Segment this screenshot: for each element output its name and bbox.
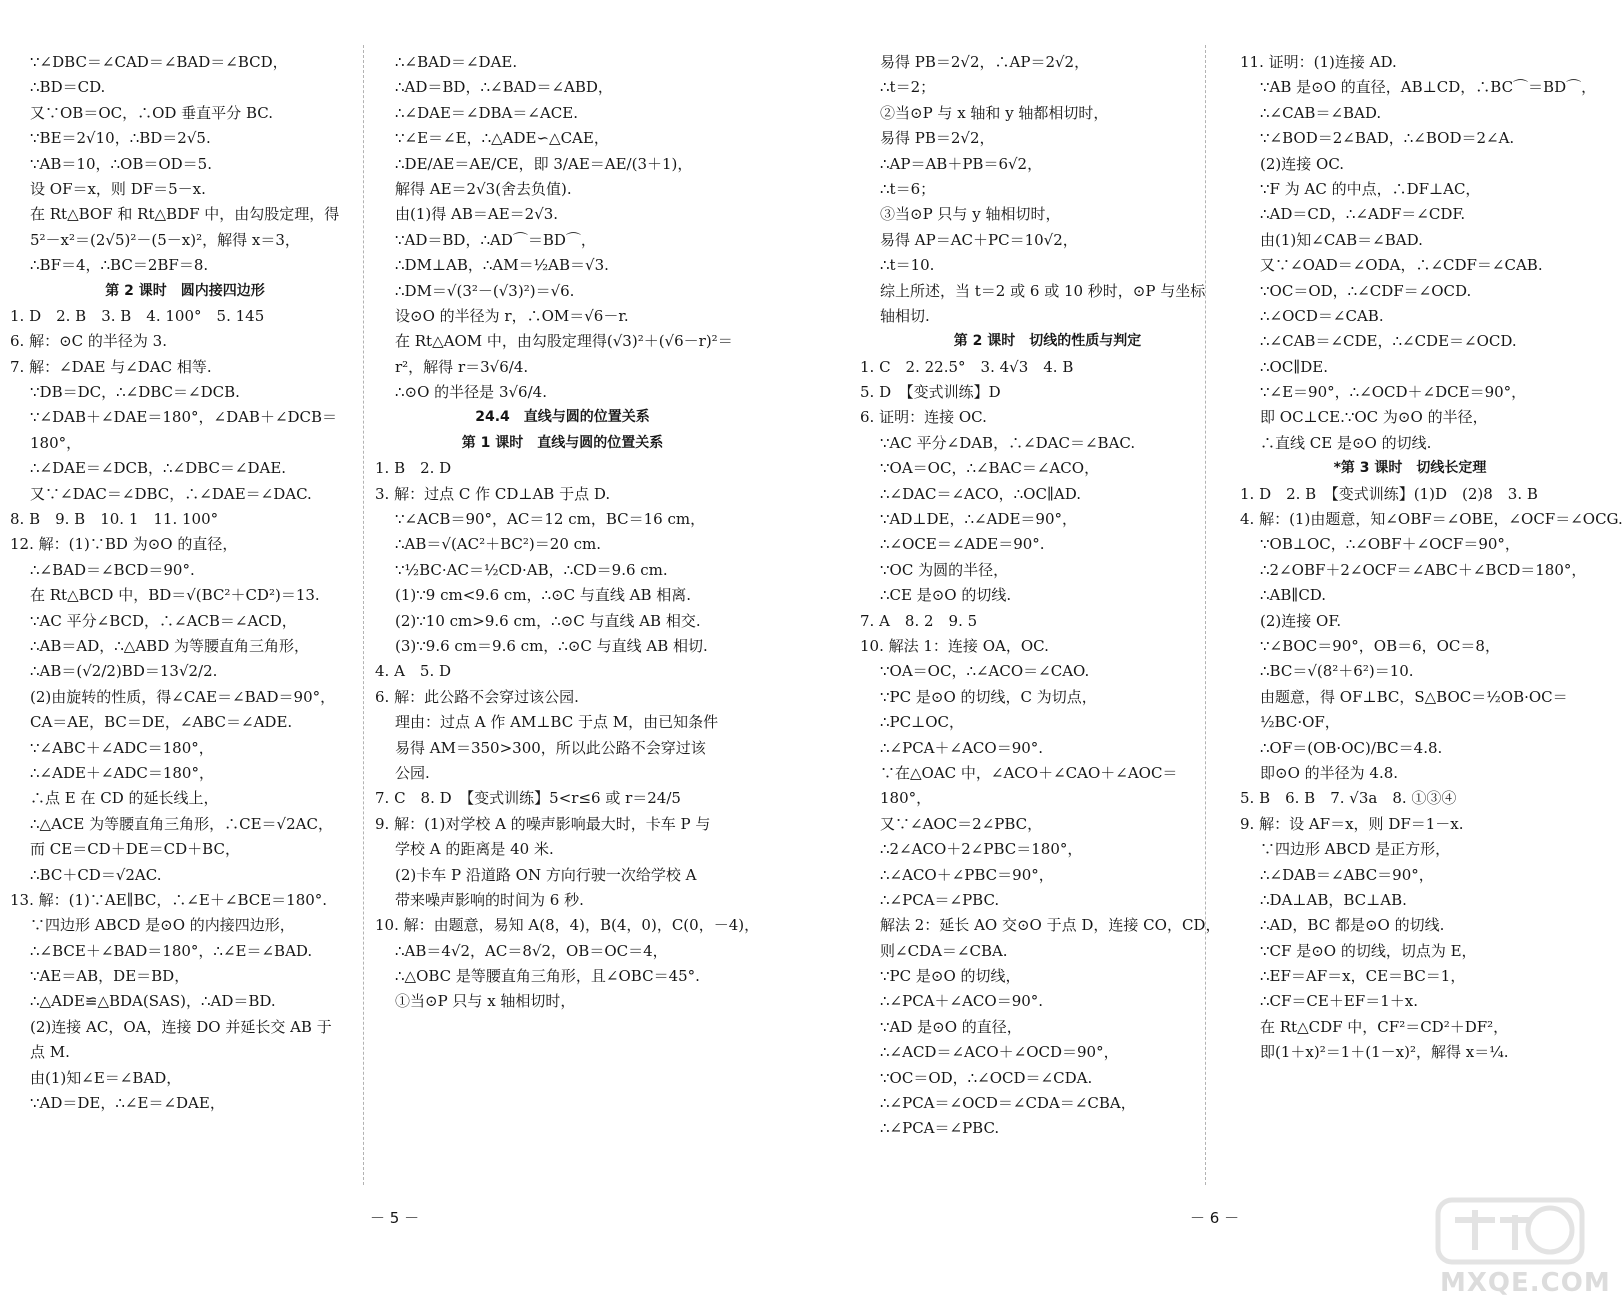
answer-line: ∵AD＝BD，∴AD⌒＝BD⌒， [395,230,596,249]
answer-line: 5²－x²＝(2√5)²－(5－x)²，解得 x＝3， [30,230,300,249]
answer-line: 理由：过点 A 作 AM⊥BC 于点 M，由已知条件 [395,713,719,732]
answer-line: 10. 解法 1：连接 OA，OC. [860,636,1049,655]
answer-line: 轴相切. [880,306,930,325]
answer-line: ∵∠ABC＋∠ADC＝180°， [30,738,214,757]
answer-line: 180°， [880,789,932,808]
answer-line: 公园. [395,763,430,782]
answer-line: 带来噪声影响的时间为 6 秒. [395,890,584,909]
answer-line: 11. 证明：(1)连接 AD. [1240,53,1397,71]
answer-line: ∴OF＝(OB·OC)/BC＝4.8. [1260,738,1443,757]
answer-line: 12. 解：(1)∵BD 为⊙O 的直径， [10,535,238,554]
answer-line: 学校 A 的距离是 40 米. [395,840,554,859]
section-heading: 第 2 课时 圆内接四边形 [105,282,265,299]
answer-line: 点 M. [30,1043,70,1062]
answer-line: ∴∠DAE＝∠DCB，∴∠DBC＝∠DAE. [30,459,287,478]
answer-line: ∵OC 为圆的半径， [880,560,1009,579]
answer-line: ∵四边形 ABCD 是正方形， [1260,840,1451,859]
answer-line: ∵∠BOC＝90°，OB＝6，OC＝8， [1260,636,1500,655]
answer-line: 9. 解：设 AF＝x，则 DF＝1－x. [1240,814,1464,833]
answer-line: ∴DE/AE＝AE/CE，即 3/AE＝AE/(3＋1)， [395,154,693,173]
answer-line: ∵AD⊥DE，∴∠ADE＝90°， [880,510,1077,529]
answer-line: 9. 解：(1)对学校 A 的噪声影响最大时，卡车 P 与 [375,814,711,833]
answer-line: ∴∠BAD＝∠BCD＝90°. [30,560,195,579]
answer-line: ∴DA⊥AB，BC⊥AB. [1260,890,1407,909]
answer-line: 易得 PB＝2√2， [880,129,995,148]
section-heading: 第 1 课时 直线与圆的位置关系 [461,434,664,451]
answer-column-3 [860,50,1235,1200]
answer-line: (2)由旋转的性质，得∠CAE＝∠BAD＝90°， [30,687,336,706]
answer-line: ∵∠DBC＝∠CAD＝∠BAD＝∠BCD， [30,53,288,71]
answer-line: ∵BE＝2√10，∴BD＝2√5. [30,129,211,148]
answer-column-1 [10,50,360,1200]
answer-line: (1)∵9 cm<9.6 cm，∴⊙C 与直线 AB 相离. [395,586,692,605]
answer-line: ∵AD＝DE，∴∠E＝∠DAE， [30,1094,225,1113]
answer-line: ∴⊙O 的半径是 3√6/4. [395,383,547,402]
answer-line: ∵AB＝10，∴OB＝OD＝5. [30,154,212,173]
answer-line: 180°， [30,433,82,452]
answer-line: ∴∠ADE＋∠ADC＝180°， [30,763,214,782]
answer-line: 8. B 9. B 10. 1 11. 100° [10,510,219,529]
answer-line: ∴AD，BC 都是⊙O 的切线. [1260,916,1445,935]
answer-line: ②当⊙P 与 x 轴和 y 轴都相切时， [880,103,1109,122]
watermark-text: MXQE.COM [1440,1268,1611,1298]
answer-line: ∴∠ACD＝∠ACO＋∠OCD＝90°， [880,1043,1119,1062]
page-number-right: － 6 － [1190,1209,1240,1227]
answer-line: ∵AE＝AB，DE＝BD， [30,967,190,986]
answer-line: ∴2∠OBF＋2∠OCF＝∠ABC＋∠BCD＝180°， [1260,560,1587,579]
answer-line: 由(1)得 AB＝AE＝2√3. [395,205,559,224]
answer-line: (2)连接 OC. [1260,154,1345,173]
answer-line: ∴∠PCA＝∠OCD＝∠CDA＝∠CBA， [880,1094,1136,1113]
answer-line: 13. 解：(1)∵AE∥BC，∴∠E＋∠BCE＝180°. [10,890,328,909]
answer-line: ∵PC 是⊙O 的切线， [880,967,1021,986]
answer-line: 6. 解：⊙C 的半径为 3. [10,332,167,351]
answer-line: 综上所述，当 t＝2 或 6 或 10 秒时，⊙P 与坐标 [880,281,1206,300]
answer-line: ∴PC⊥OC， [880,713,964,732]
answer-line: ∴∠BCE＋∠BAD＝180°，∴∠E＝∠BAD. [30,941,313,960]
answer-line: 由(1)知∠CAB＝∠BAD. [1260,230,1423,249]
answer-line: 10. 解：由题意，易知 A(8，4)，B(4，0)，C(0，－4)， [375,916,760,935]
answer-line: ①当⊙P 只与 x 轴相切时， [395,992,576,1011]
answer-line: 7. A 8. 2 9. 5 [860,611,978,630]
answer-line: ∵AD 是⊙O 的直径， [880,1017,1022,1036]
answer-line: ∵∠E＝∠E，∴△ADE∽△CAE， [395,129,609,148]
answer-line: 4. 解：(1)由题意，知∠OBF＝∠OBE，∠OCF＝∠OCG. [1240,510,1623,529]
answer-line: ∴t＝6； [880,179,936,198]
answer-line: 由(1)知∠E＝∠BAD， [30,1068,182,1087]
answer-line: ∴AD＝CD，∴∠ADF＝∠CDF. [1260,205,1466,224]
answer-line: ∵∠E＝90°，∴∠OCD＋∠DCE＝90°， [1260,383,1527,402]
answer-line: (2)连接 AC，OA，连接 DO 并延长交 AB 于 [30,1017,332,1036]
answer-line: ∴EF＝AF＝x，CE＝BC＝1， [1260,967,1466,986]
answer-line: ∴∠PCA＋∠ACO＝90°. [880,738,1044,757]
answer-line: ∴∠DAE＝∠DBA＝∠ACE. [395,103,578,122]
answer-line: ∵CF 是⊙O 的切线，切点为 E， [1260,941,1477,960]
answer-line: ∵OC＝OD，∴∠OCD＝∠CDA. [880,1068,1093,1087]
answer-line: 7. 解：∠DAE 与∠DAC 相等. [10,357,212,376]
answer-line: 即⊙O 的半径为 4.8. [1260,763,1399,782]
answer-line: 4. A 5. D [375,662,452,681]
answer-line: ∴DM＝√(3²－(√3)²)＝√6. [395,281,575,300]
answer-line: ∴∠PCA＝∠PBC. [880,890,1000,909]
answer-line: 则∠CDA＝∠CBA. [880,941,1008,960]
answer-line: ∴AP＝AB＋PB＝6√2， [880,154,1043,173]
answer-line: ∴BD＝CD. [30,78,106,97]
answer-line: ∵∠DAB＋∠DAE＝180°，∠DAB＋∠DCB＝ [30,408,338,427]
answer-line: 易得 PB＝2√2，∴AP＝2√2， [880,53,1090,71]
answer-line: ∴AB＝AD，∴△ABD 为等腰直角三角形， [30,636,309,655]
answer-line: 1. C 2. 22.5° 3. 4√3 4. B [860,357,1074,376]
answer-line: ∴BC＝√(8²＋6²)＝10. [1260,662,1414,681]
answer-line: 在 Rt△CDF 中，CF²＝CD²＋DF²， [1260,1017,1509,1036]
answer-line: 1. D 2. B 3. B 4. 100° 5. 145 [10,306,265,325]
answer-line: 又∵∠OAD＝∠ODA，∴∠CDF＝∠CAB. [1260,256,1543,275]
section-heading: *第 3 课时 切线长定理 [1333,460,1487,477]
answer-line: 又∵∠AOC＝2∠PBC， [880,814,1043,833]
answer-line: ∴DM⊥AB，∴AM＝½AB＝√3. [395,256,609,275]
answer-line: ∴∠OCD＝∠CAB. [1260,306,1384,325]
answer-line: ∴△ADE≌△BDA(SAS)，∴AD＝BD. [30,992,276,1011]
answer-line: ∴BF＝4，∴BC＝2BF＝8. [30,256,209,275]
answer-line: 1. B 2. D [375,459,452,478]
answer-line: 在 Rt△BOF 和 Rt△BDF 中，由勾股定理，得 [30,205,340,224]
answer-line: ∵四边形 ABCD 是⊙O 的内接四边形， [30,916,295,935]
answer-line: 解得 AE＝2√3(舍去负值). [395,179,572,198]
answer-line: ∴OC∥DE. [1260,357,1328,376]
answer-line: (2)卡车 P 沿道路 ON 方向行驶一次给学校 A [395,865,697,884]
answer-line: 解法 2：延长 AO 交⊙O 于点 D，连接 CO，CD， [880,916,1221,935]
answer-line: ∴t＝10. [880,256,935,275]
answer-line: ∴AD＝BD，∴∠BAD＝∠ABD， [395,78,613,97]
answer-line: ③当⊙P 只与 y 轴相切时， [880,205,1061,224]
answer-line: (2)∵10 cm>9.6 cm，∴⊙C 与直线 AB 相交. [395,611,701,630]
answer-line: ∵OA＝OC，∴∠BAC＝∠ACO， [880,459,1100,478]
answer-line: ∴t＝2； [880,78,936,97]
answer-line: ∵AC 平分∠DAB，∴∠DAC＝∠BAC. [880,433,1136,452]
answer-line: 6. 解：此公路不会穿过该公园. [375,687,579,706]
answer-line: ∴AB＝4√2，AC＝8√2，OB＝OC＝4， [395,941,668,960]
answer-line: ∵DB＝DC，∴∠DBC＝∠DCB. [30,383,240,402]
answer-line: (2)连接 OF. [1260,611,1342,630]
answer-line: 易得 AP＝AC＋PC＝10√2， [880,230,1078,249]
answer-line: ∴∠CAB＝∠BAD. [1260,103,1382,122]
answer-line: 由题意，得 OF⊥BC，S△BOC＝½OB·OC＝ [1260,687,1568,706]
answer-line: 易得 AM＝350>300，所以此公路不会穿过该 [395,738,706,757]
answer-line: ∴AB∥CD. [1260,586,1327,605]
answer-line: 即 OC⊥CE.∵OC 为⊙O 的半径， [1260,408,1488,427]
answer-line: 又∵OB＝OC，∴OD 垂直平分 BC. [30,103,273,122]
answer-line: ∵∠BOD＝2∠BAD，∴∠BOD＝2∠A. [1260,129,1515,148]
section-heading: 第 2 课时 切线的性质与判定 [953,333,1142,350]
answer-line: 设 OF＝x，则 DF＝5－x. [30,179,206,198]
column-divider [1205,45,1206,1185]
answer-line: 7. C 8. D 【变式训练】5<r≤6 或 r＝24/5 [375,789,681,808]
answer-line: ∴∠PCA＝∠PBC. [880,1119,1000,1138]
answer-line: 6. 证明：连接 OC. [860,408,987,427]
answer-line: ∴∠DAC＝∠ACO，∴OC∥AD. [880,484,1081,503]
answer-line: 又∵∠DAC＝∠DBC，∴∠DAE＝∠DAC. [30,484,312,503]
answer-line: 设⊙O 的半径为 r，∴OM＝√6－r. [395,306,629,325]
answer-line: ∵OB⊥OC，∴∠OBF＋∠OCF＝90°， [1260,535,1520,554]
column-divider [363,45,364,1185]
answer-line: ∵∠ACB＝90°，AC＝12 cm，BC＝16 cm， [395,510,706,529]
answer-line: 1. D 2. B 【变式训练】(1)D (2)8 3. B [1240,484,1538,503]
answer-line: 3. 解：过点 C 作 CD⊥AB 于点 D. [375,484,611,503]
answer-line: (3)∵9.6 cm＝9.6 cm，∴⊙C 与直线 AB 相切. [395,636,708,655]
answer-line: 在 Rt△BCD 中，BD＝√(BC²＋CD²)＝13. [30,586,320,605]
answer-line: ∴△OBC 是等腰直角三角形，且∠OBC＝45°. [395,967,700,986]
answer-line: 5. B 6. B 7. √3a 8. ①③④ [1240,789,1457,808]
answer-line: ½BC·OF， [1260,713,1340,732]
answer-line: ∴AB＝√(AC²＋BC²)＝20 cm. [395,535,602,554]
answer-line: ∴∠OCE＝∠ADE＝90°. [880,535,1045,554]
answer-line: ∴直线 CE 是⊙O 的切线. [1260,433,1432,452]
answer-line: ∵AC 平分∠BCD，∴∠ACB＝∠ACD， [30,611,297,630]
answer-line: ∵F 为 AC 的中点，∴DF⊥AC， [1260,179,1481,198]
answer-line: ∵OC＝OD，∴∠CDF＝∠OCD. [1260,281,1472,300]
answer-line: ∵AB 是⊙O 的直径，AB⊥CD，∴BC⌒＝BD⌒， [1260,78,1597,97]
answer-line: ∵PC 是⊙O 的切线，C 为切点， [880,687,1097,706]
answer-line: ∴点 E 在 CD 的延长线上， [30,789,219,808]
answer-line: ∴2∠ACO＋2∠PBC＝180°， [880,840,1083,859]
answer-line: 在 Rt△AOM 中，由勾股定理得(√3)²＋(√6－r)²＝ [395,332,733,351]
answer-line: r²，解得 r＝3√6/4. [395,357,529,376]
answer-column-2 [375,50,760,1200]
answer-line: 而 CE＝CD＋DE＝CD＋BC， [30,840,240,859]
page-number-left: － 5 － [370,1209,420,1227]
section-heading: 24.4 直线与圆的位置关系 [475,409,650,426]
answer-line: ∴BC＋CD＝√2AC. [30,865,162,884]
answer-line: ∴AB＝(√2/2)BD＝13√2/2. [30,662,218,681]
answer-line: ∵在△OAC 中，∠ACO＋∠CAO＋∠AOC＝ [880,763,1178,782]
answer-line: CA＝AE，BC＝DE，∠ABC＝∠ADE. [30,713,293,732]
answer-line: ∴CF＝CE＋EF＝1＋x. [1260,992,1418,1011]
answer-line: ∴∠PCA＋∠ACO＝90°. [880,992,1044,1011]
answer-column-4 [1240,50,1623,1200]
answer-line: ∵½BC·AC＝½CD·AB，∴CD＝9.6 cm. [395,560,668,579]
answer-line: ∴∠CAB＝∠CDE，∴∠CDE＝∠OCD. [1260,332,1517,351]
answer-line: ∴△ACE 为等腰直角三角形，∴CE＝√2AC， [30,814,333,833]
answer-line: ∴∠ACO＋∠PBC＝90°， [880,865,1054,884]
answer-line: ∴∠DAB＝∠ABC＝90°， [1260,865,1434,884]
answer-line: ∴CE 是⊙O 的切线. [880,586,1012,605]
answer-line: 即(1＋x)²＝1＋(1－x)²，解得 x＝¼. [1260,1043,1509,1062]
answer-line: ∵OA＝OC，∴∠ACO＝∠CAO. [880,662,1090,681]
answer-line: 5. D 【变式训练】D [860,383,1001,402]
answer-line: ∴∠BAD＝∠DAE. [395,53,518,71]
